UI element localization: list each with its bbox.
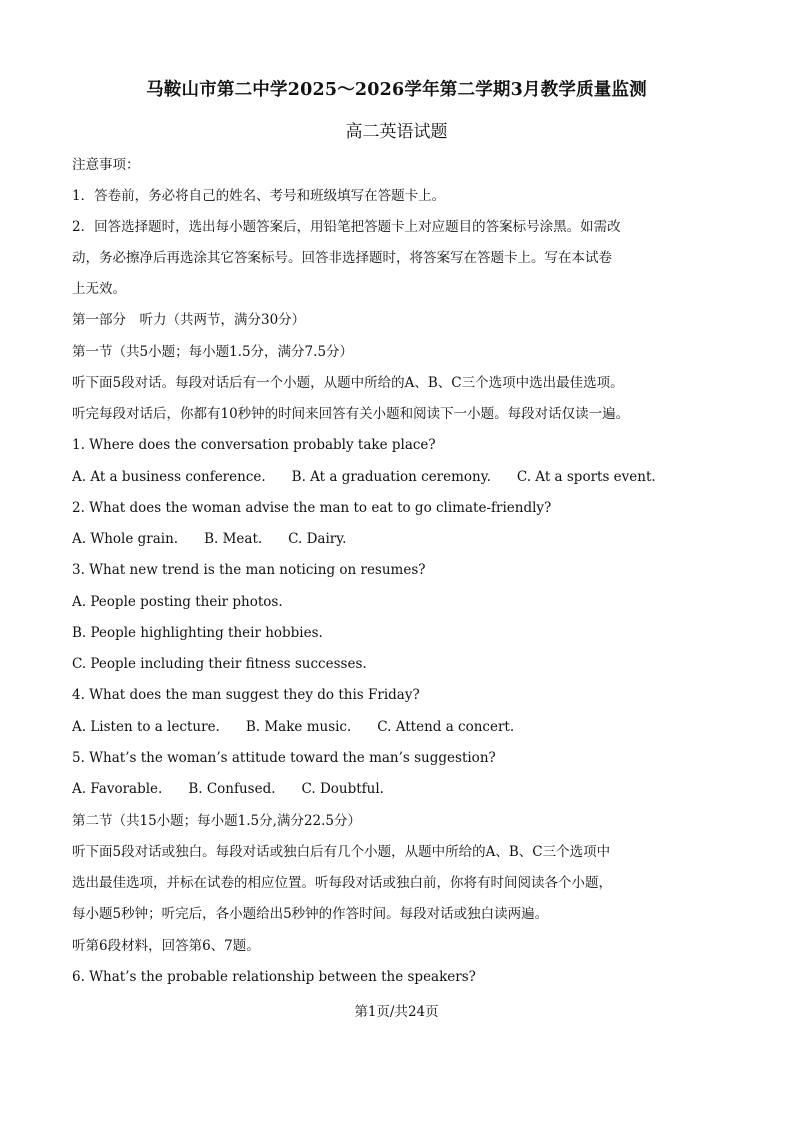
option-a: A. At a business conference.	[72, 469, 266, 485]
question-3-option-a: A. People posting their photos.	[72, 594, 283, 610]
notes-item-2-line-3: 上无效。	[72, 281, 126, 297]
question-1-options	[72, 468, 682, 486]
question-4-options	[72, 718, 540, 736]
question-5-options	[72, 780, 410, 798]
question-3-option-b: B. People highlighting their hobbies.	[72, 625, 323, 641]
exam-title: 马鞍山市第二中学2025～2026学年第二学期3月教学质量监测	[146, 80, 647, 100]
option-a: A. Favorable.	[72, 781, 163, 797]
page-number: 第1页/共24页	[354, 1004, 439, 1020]
question-6-stem: 6. What’s the probable relationship between the speakers?	[72, 969, 476, 985]
section2-instruction-3: 每小题5秒钟；听完后，各小题给出5秒钟的作答时间。每段对话或独白读两遍。	[72, 906, 549, 922]
question-4-stem: 4. What does the man suggest they do this Friday?	[72, 687, 420, 703]
question-2-stem: 2. What does the woman advise the man to eat to go climate-friendly?	[72, 500, 552, 516]
option-c: C. Attend a concert.	[377, 719, 515, 735]
section1-heading: 第一节（共5小题；每小题1.5分，满分7.5分）	[72, 344, 354, 360]
notes-item-2-line-2: 动，务必擦净后再选涂其它答案标号。回答非选择题时，将答案写在答题卡上。写在本试卷	[72, 250, 612, 266]
section1-instruction-2: 听完每段对话后，你都有10秒钟的时间来回答有关小题和阅读下一小题。每段对话仅读一遍。	[72, 406, 630, 422]
option-a: A. Listen to a lecture.	[72, 719, 220, 735]
exam-subtitle: 高二英语试题	[345, 122, 448, 142]
notes-item-1: 1．答卷前，务必将自己的姓名、考号和班级填写在答题卡上。	[72, 188, 446, 204]
option-b: B. Meat.	[204, 531, 263, 547]
notes-item-2-line-1: 2．回答选择题时，选出每小题答案后，用铅笔把答题卡上对应题目的答案标号涂黑。如需改	[72, 219, 621, 235]
part1-heading: 第一部分 听力（共两节，满分30分）	[72, 312, 306, 328]
option-a: A. Whole grain.	[72, 531, 179, 547]
material-6-instruction: 听第6段材料，回答第6、7题。	[72, 938, 260, 954]
section2-instruction-2: 选出最佳选项，并标在试卷的相应位置。听每段对话或独白前，你将有时间阅读各个小题，	[72, 875, 612, 891]
notes-heading: 注意事项：	[72, 157, 140, 173]
question-3-option-c: C. People including their fitness successes.	[72, 656, 367, 672]
option-c: C. At a sports event.	[516, 469, 656, 485]
question-3-stem: 3. What new trend is the man noticing on resumes?	[72, 562, 426, 578]
question-1-stem: 1. Where does the conversation probably take place?	[72, 437, 436, 453]
option-b: B. Make music.	[245, 719, 352, 735]
question-2-options	[72, 530, 372, 548]
section2-instruction-1: 听下面5段对话或独白。每段对话或独白后有几个小题，从题中所给的A、B、C三个选项中	[72, 844, 611, 860]
option-b: B. At a graduation ceremony.	[291, 469, 491, 485]
section2-heading: 第二节（共15小题；每小题1.5分,满分22.5分）	[72, 813, 361, 829]
question-5-stem: 5. What’s the woman’s attitude toward the man’s suggestion?	[72, 750, 496, 766]
option-b: B. Confused.	[188, 781, 276, 797]
option-c: C. Dairy.	[288, 531, 347, 547]
option-c: C. Doubtful.	[301, 781, 384, 797]
section1-instruction-1: 听下面5段对话。每段对话后有一个小题，从题中所给的A、B、C三个选项中选出最佳选项。	[72, 375, 624, 391]
